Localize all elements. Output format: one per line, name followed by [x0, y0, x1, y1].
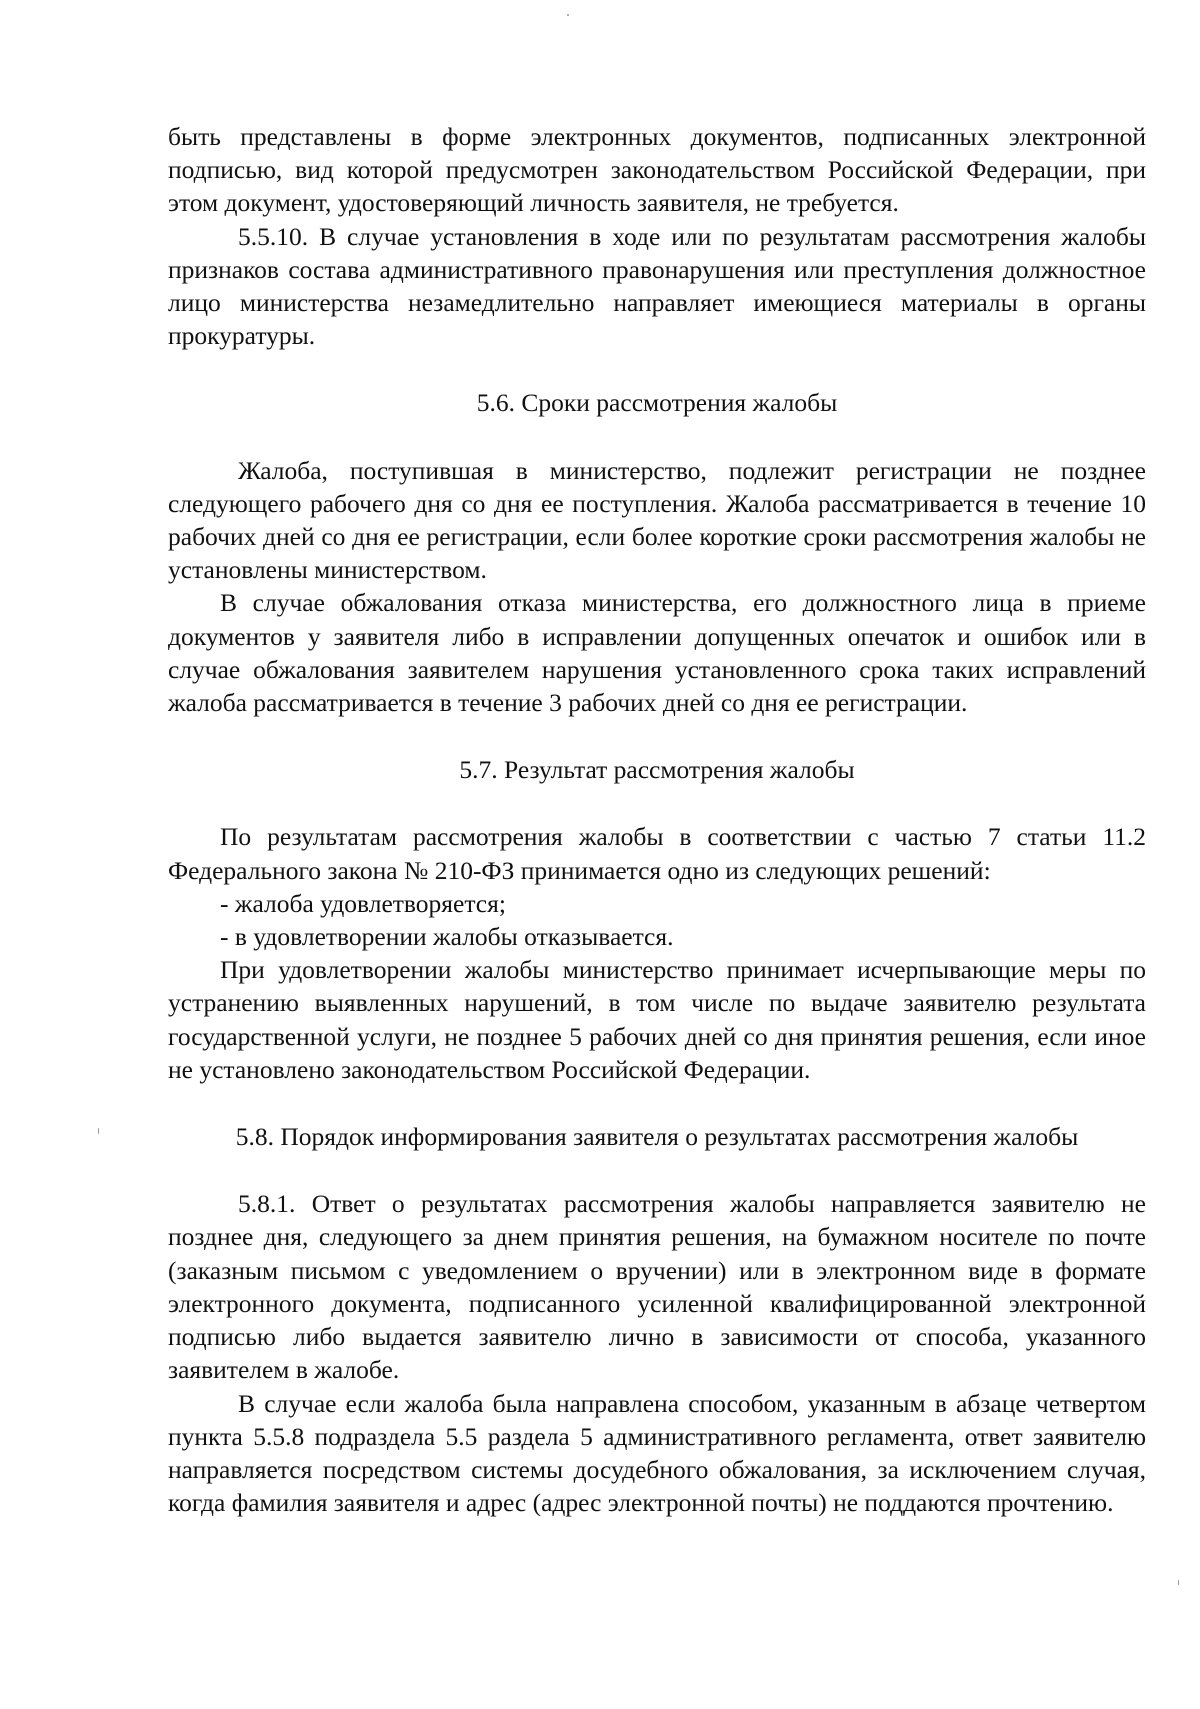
- paragraph-pre-trial-system: В случае если жалоба была направлена способом, указанным в абзаце четвертом пункта 5.5.8 подраздела 5.5 раздела 5 административного регламента, ответ заявителю направляется посредством системы досудебного обжалования, за исключением случая, когда фамилия заявителя и адрес (адрес электронной почты) не поддаются прочтению.: [168, 1388, 1146, 1518]
- paragraph-refusal-appeal: В случае обжалования отказа министерства, его должностного лица в приеме документов у заявителя либо в исправлении допущенных опечаток и ошибок или в случае обжалования заявителем нарушения установленного срока таких исправлений жалоба рассматривается в течение 3 рабочих дней со дня ее регистрации.: [168, 588, 1146, 718]
- scan-speck: [98, 1128, 99, 1134]
- scan-speck: [1178, 1580, 1179, 1585]
- heading-5-6: 5.6. Сроки рассмотрения жалобы: [476, 388, 838, 418]
- paragraph-5-5-10: 5.5.10. В случае установления в ходе или по результатам рассмотрения жалобы признаков состава административного правонарушения или преступления должностное лицо министерства незамедлительно направляет имеющиеся материалы в органы прокуратуры.: [168, 221, 1146, 351]
- list-item-refused: - в удовлетворении жалобы отказывается.: [220, 922, 674, 952]
- scan-speck: [567, 14, 569, 16]
- paragraph-registration: Жалоба, поступившая в министерство, подлежит регистрации не позднее следующего рабочего дня со дня ее поступления. Жалоба рассматривается в течение 10 рабочих дней со дня ее регистрации, если более короткие сроки рассмотрения жалобы не установлены министерством.: [168, 455, 1146, 585]
- paragraph-decisions-intro: По результатам рассмотрения жалобы в соответствии с частью 7 статьи 11.2 Федерального закона № 210-ФЗ принимается одно из следующих решений:: [168, 822, 1146, 885]
- paragraph-5-8-1: 5.8.1. Ответ о результатах рассмотрения жалобы направляется заявителю не позднее дня, следующего за днем принятия решения, на бумажном носителе по почте (заказным письмом с уведомлением о вручении) или в электронном виде в формате электронного документа, подписанного усиленной квалифицированной электронной подписью либо выдается заявителю лично в зависимости от способа, указанного заявителем в жалобе.: [168, 1189, 1146, 1385]
- list-item-satisfied: - жалоба удовлетворяется;: [220, 888, 506, 918]
- document-page: [168, 120, 1146, 1519]
- paragraph-remedy: При удовлетворении жалобы министерство принимает исчерпывающие меры по устранению выявленных нарушений, в том числе по выдаче заявителю результата государственной услуги, не позднее 5 рабочих дней со дня принятия решения, если иное не установлено законодательством Российской Федерации.: [168, 955, 1146, 1084]
- heading-5-8: 5.8. Порядок информирования заявителя о результатах рассмотрения жалобы: [235, 1122, 1079, 1152]
- heading-5-7: 5.7. Результат рассмотрения жалобы: [459, 755, 855, 785]
- paragraph-continuation: быть представлены в форме электронных документов, подписанных электронной подписью, вид которой предусмотрен законодательством Российской Федерации, при этом документ, удостоверяющий личность заявителя, не требуется.: [168, 122, 1146, 218]
